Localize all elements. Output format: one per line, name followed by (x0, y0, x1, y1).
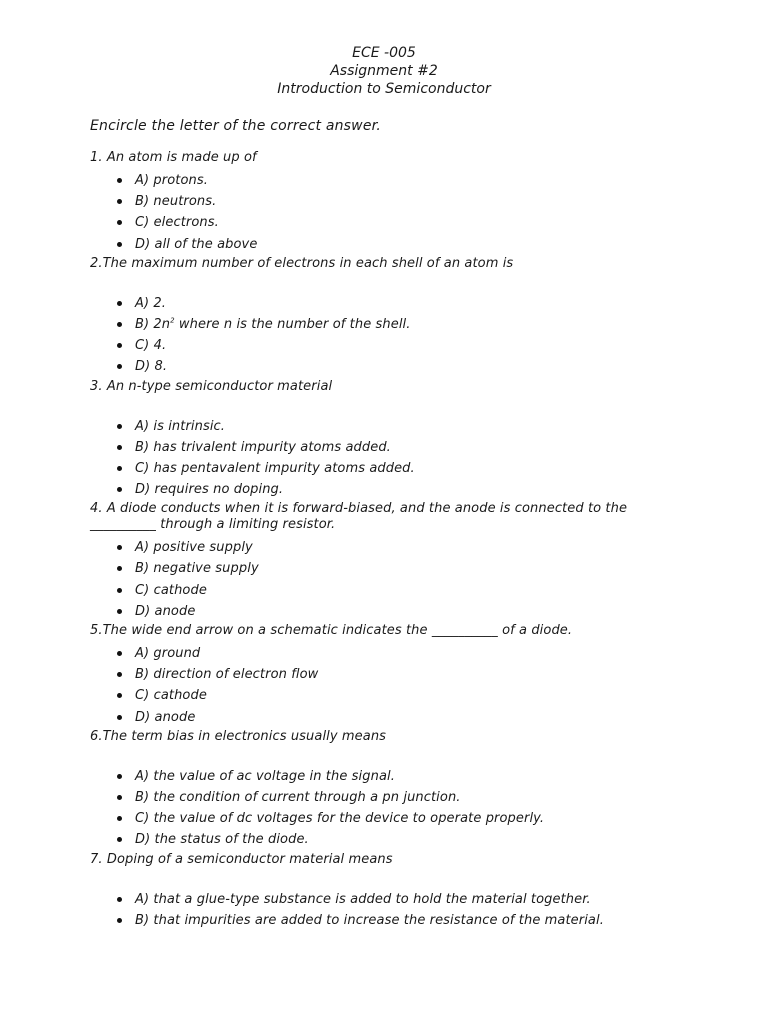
question-text-line-2: __________ through a limiting resistor. (90, 517, 336, 533)
question-4 (90, 501, 690, 622)
bullet-icon (117, 487, 122, 492)
question-text: 5.The wide end arrow on a schematic indicates the __________ of a diode. (90, 623, 573, 638)
bullet-icon (117, 918, 122, 923)
option-d: D) all of the above (90, 234, 690, 255)
option-c: C) electrons. (90, 212, 690, 233)
option-a: A) the value of ac voltage in the signal. (90, 766, 690, 787)
bullet-icon (117, 837, 122, 842)
question-list (90, 150, 690, 932)
bullet-icon (117, 715, 122, 720)
bullet-icon (117, 774, 122, 779)
option-c: C) 4. (90, 335, 690, 356)
bullet-icon (117, 609, 122, 614)
document-header (0, 44, 768, 98)
bullet-icon (117, 897, 122, 902)
bullet-icon (117, 424, 122, 429)
option-b: B) direction of electron flow (90, 664, 690, 685)
option-a: A) positive supply (90, 537, 690, 558)
option-list (90, 416, 690, 501)
question-7 (90, 852, 690, 931)
bullet-icon (117, 545, 122, 550)
instructions: Encircle the letter of the correct answer. (90, 118, 381, 134)
question-6 (90, 729, 690, 851)
question-text: 1. An atom is made up of (90, 150, 257, 165)
bullet-icon (117, 588, 122, 593)
question-2 (90, 256, 690, 378)
option-list (90, 889, 690, 931)
option-d: D) requires no doping. (90, 479, 690, 500)
bullet-icon (117, 672, 122, 677)
option-a: A) is intrinsic. (90, 416, 690, 437)
topic-title: Introduction to Semiconductor (277, 81, 491, 97)
question-text: 2.The maximum number of electrons in each shell of an atom is (90, 255, 514, 271)
question-3 (90, 379, 690, 501)
option-list (90, 170, 690, 255)
bullet-icon (117, 816, 122, 821)
option-a: A) ground (90, 643, 690, 664)
bullet-icon (117, 343, 122, 348)
option-b: B) has trivalent impurity atoms added. (90, 437, 690, 458)
question-text-line-1: 4. A diode conducts when it is forward-biased, and the anode is connected to the (90, 501, 628, 517)
option-b: B) that impurities are added to increase the resistance of the material. (90, 910, 690, 931)
option-b: B) neutrons. (90, 191, 690, 212)
bullet-icon (117, 795, 122, 800)
option-d: D) anode (90, 601, 690, 622)
bullet-icon (117, 566, 122, 571)
assignment-title: Assignment #2 (330, 63, 438, 79)
bullet-icon (117, 199, 122, 204)
option-d: D) the status of the diode. (90, 829, 690, 850)
option-b: B) negative supply (90, 558, 690, 579)
bullet-icon (117, 364, 122, 369)
option-c: C) the value of dc voltages for the device to operate properly. (90, 808, 690, 829)
option-a: A) protons. (90, 170, 690, 191)
option-a: A) 2. (90, 293, 690, 314)
bullet-icon (117, 322, 122, 327)
bullet-icon (117, 242, 122, 247)
question-text: 3. An n-type semiconductor material (90, 378, 333, 394)
option-list (90, 537, 690, 622)
bullet-icon (117, 178, 122, 183)
option-a: A) that a glue-type substance is added to hold the material together. (90, 889, 690, 910)
option-c: C) has pentavalent impurity atoms added. (90, 458, 690, 479)
option-list (90, 643, 690, 728)
option-c: C) cathode (90, 580, 690, 601)
bullet-icon (117, 651, 122, 656)
question-1 (90, 150, 690, 255)
option-d: D) anode (90, 707, 690, 728)
bullet-icon (117, 693, 122, 698)
question-5 (90, 623, 690, 728)
option-list (90, 766, 690, 851)
option-d: D) 8. (90, 356, 690, 377)
option-b: B) $2n^2$ where n is the number of the shell. (90, 314, 690, 335)
option-b: B) the condition of current through a pn junction. (90, 787, 690, 808)
bullet-icon (117, 445, 122, 450)
question-text: 7. Doping of a semiconductor material means (90, 851, 393, 867)
question-text: 6.The term bias in electronics usually means (90, 728, 387, 744)
bullet-icon (117, 220, 122, 225)
course-code: ECE -005 (352, 45, 416, 61)
bullet-icon (117, 301, 122, 306)
option-list (90, 293, 690, 378)
bullet-icon (117, 466, 122, 471)
option-c: C) cathode (90, 685, 690, 706)
